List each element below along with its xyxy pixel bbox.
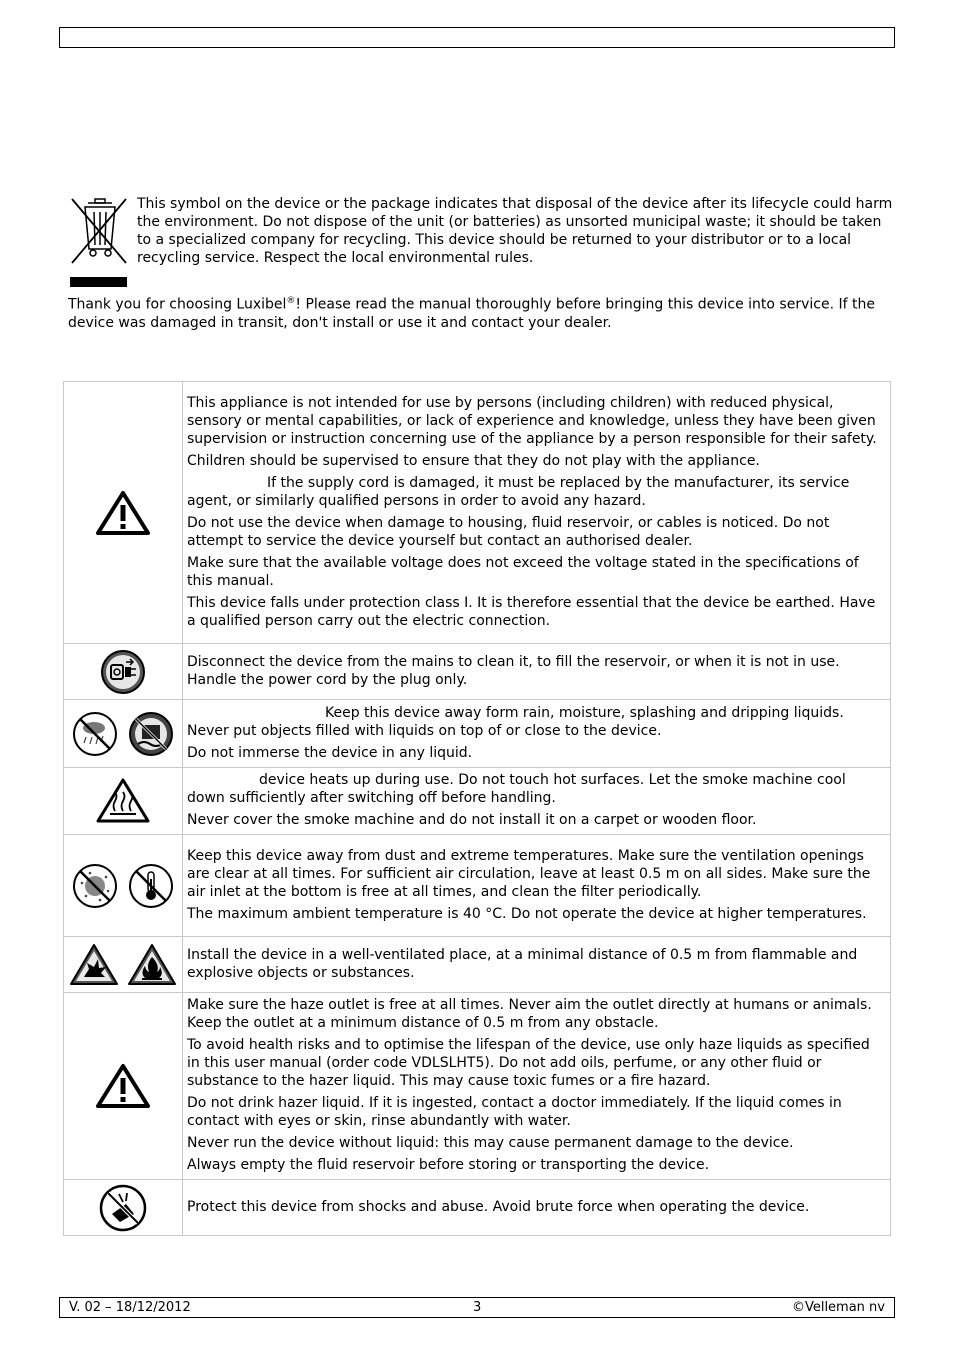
unplug-icon (100, 649, 146, 695)
table-row (64, 835, 891, 937)
table-row (64, 644, 891, 700)
icon-cell (64, 1180, 183, 1236)
footer-copyright: ©Velleman nv (791, 1300, 885, 1315)
paragraph: This device falls under protection class I. It is therefore essential that the device be earthed. Have a qualified person carry out the electric connection. (187, 594, 876, 629)
header-box (59, 27, 895, 48)
safety-instructions-table (63, 381, 891, 1236)
no-shock-icon (99, 1184, 147, 1232)
paragraph: Never cover the smoke machine and do not install it on a carpet or wooden floor. (187, 812, 757, 828)
footer-page-number: 3 (473, 1300, 482, 1315)
table-row (64, 937, 891, 993)
text-cell (183, 937, 891, 993)
weee-disposal-text: This symbol on the device or the package indicates that disposal of the device after its lifecycle could harm the environment. Do not dispose of the unit (or batteries) as unsorted municipal waste; it should be taken to a specialized company for recycling. This device should be returned to your distributor or to a local recycling service. Respect the local environmental rules. (137, 196, 893, 266)
paragraph: This appliance is not intended for use by persons (including children) with reduced physical, sensory or mental capabilities, or lack of experience and knowledge, unless they have been given supervision or instruction concerning use of the appliance by a person responsible for their safety. (187, 394, 877, 447)
no-rain-icon (72, 711, 118, 757)
text-cell (183, 768, 891, 835)
paragraph: device heats up during use. Do not touch hot surfaces. Let the smoke machine cool down sufficiently after switching off before handling. (187, 772, 846, 806)
text-cell (183, 700, 891, 768)
paragraph: Do not drink hazer liquid. If it is ingested, contact a doctor immediately. If the liquid comes in contact with eyes or skin, rinse abundantly with water. (187, 1095, 842, 1129)
footer-version: V. 02 – 18/12/2012 (69, 1300, 191, 1315)
flammable-icon (127, 943, 177, 987)
icon-cell (64, 700, 183, 768)
paragraph: To avoid health risks and to optimise the lifespan of the device, use only haze liquids as specified in this user manual (order code VDLSLHT5). Do not add oils, perfume, or any other fluid or substance to the hazer liquid. This may cause toxic fumes or a fire hazard. (187, 1037, 870, 1089)
table-row (64, 768, 891, 835)
paragraph: If the supply cord is damaged, it must be replaced by the manufacturer, its service agent, or similarly qualified persons in order to avoid any hazard. (187, 474, 850, 509)
paragraph: Disconnect the device from the mains to clean it, to fill the reservoir, or when it is not in use. Handle the power cord by the plug only. (187, 653, 840, 688)
text-cell (183, 1180, 891, 1236)
paragraph: Always empty the fluid reservoir before storing or transporting the device. (187, 1157, 710, 1173)
intro-text: Thank you for choosing Luxibel®! Please read the manual thoroughly before bringing this device into service. If the device was damaged in transit, don't install or use it and contact your dealer. (68, 296, 875, 331)
paragraph: Make sure that the available voltage does not exceed the voltage stated in the specifications of this manual. (187, 554, 859, 589)
icon-cell (64, 644, 183, 700)
paragraph: Keep this device away form rain, moisture, splashing and dripping liquids. Never put objects filled with liquids on top of or close to the device. (187, 704, 844, 739)
text-cell (183, 993, 891, 1180)
paragraph: Protect this device from shocks and abuse. Avoid brute force when operating the device. (187, 1198, 810, 1215)
icon-cell (64, 382, 183, 644)
paragraph: Make sure the haze outlet is free at all times. Never aim the outlet directly at humans or animals. Keep the outlet at a minimum distance of 0.5 m from any obstacle. (187, 997, 872, 1031)
icon-cell (64, 768, 183, 835)
paragraph: Do not immerse the device in any liquid. (187, 744, 473, 761)
warning-triangle-icon (95, 490, 151, 536)
no-liquid-icon (128, 711, 174, 757)
text-cell (183, 382, 891, 644)
explosive-icon (69, 943, 119, 987)
icon-cell (64, 835, 183, 937)
no-extreme-temperature-icon (128, 863, 174, 909)
paragraph: Never run the device without liquid: this may cause permanent damage to the device. (187, 1135, 794, 1151)
paragraph: Install the device in a well-ventilated place, at a minimal distance of 0.5 m from flammable and explosive objects or substances. (187, 946, 858, 981)
paragraph: The maximum ambient temperature is 40 °C. Do not operate the device at higher temperatures. (187, 905, 867, 922)
text-cell (183, 835, 891, 937)
paragraph: Do not use the device when damage to housing, fluid reservoir, or cables is noticed. Do not attempt to service the device yourself but contact an authorised dealer. (187, 514, 830, 549)
table-row (64, 1180, 891, 1236)
no-dust-icon (72, 863, 118, 909)
table-row (64, 993, 891, 1180)
paragraph: Keep this device away from dust and extreme temperatures. Make sure the ventilation openings are clear at all times. For sufficient air circulation, leave at least 0.5 m on all sides. Make sure the air inlet at the bottom is free at all times, and clean the filter periodically. (187, 847, 871, 900)
weee-bin-icon (68, 195, 130, 290)
warning-triangle-icon (95, 1063, 151, 1109)
page-footer (59, 1297, 895, 1318)
table-row (64, 700, 891, 768)
icon-cell (64, 937, 183, 993)
icon-cell (64, 993, 183, 1180)
text-cell (183, 644, 891, 700)
hot-surface-icon (95, 777, 151, 825)
paragraph: Children should be supervised to ensure that they do not play with the appliance. (187, 452, 760, 469)
table-row (64, 382, 891, 644)
